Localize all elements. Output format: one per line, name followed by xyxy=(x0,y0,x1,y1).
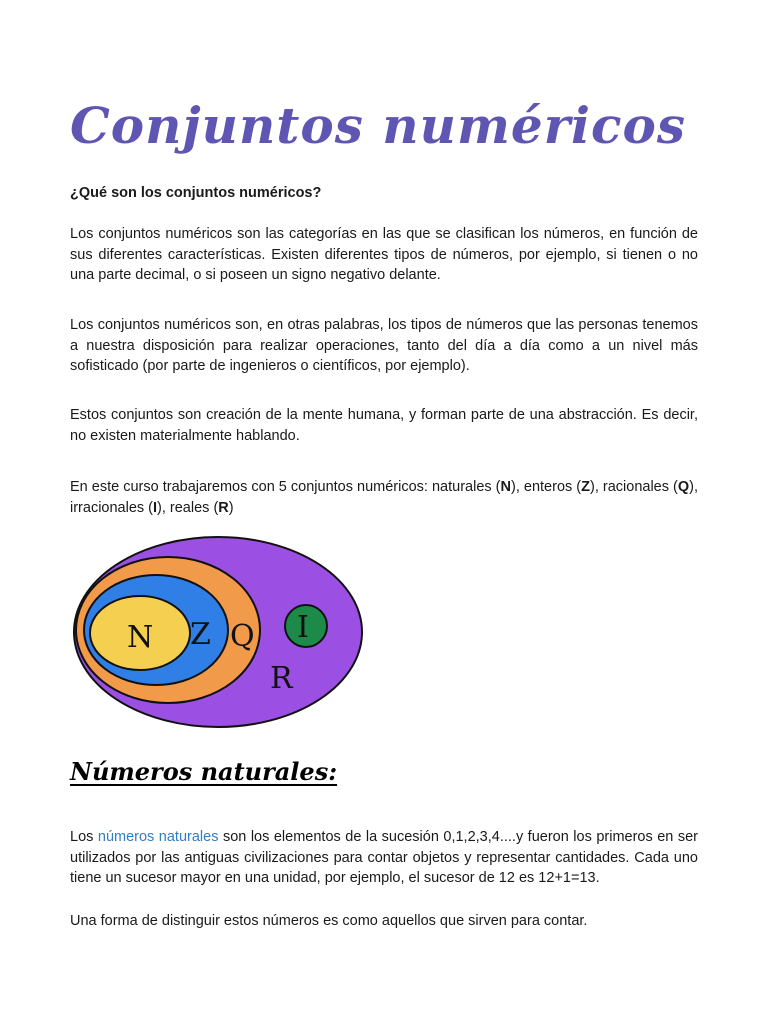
paragraph-naturales: Los números naturales son los elementos de la sucesión 0,1,2,3,4....y fueron los primeros en ser utilizados por las antiguas civilizaciones para contar objetos y representar cantidades. Cada uno tiene un sucesor mayor en una unidad, por ejemplo, el sucesor de 12 es 12+1=13. xyxy=(70,829,698,887)
set-i-label: I xyxy=(297,610,309,645)
set-r-bold: R xyxy=(218,499,229,516)
numeros-naturales-link[interactable]: números naturales xyxy=(97,829,219,845)
paragraph-course-sets: En este curso trabajaremos con 5 conjuntos numéricos: naturales (N), enteros (Z), racionales (Q), irracionales (I), reales (R) xyxy=(70,479,699,516)
set-q-bold: Q xyxy=(677,479,690,495)
set-z-label: Z xyxy=(190,617,211,652)
paragraph-abstraction: Estos conjuntos son creación de la mente humana, y forman parte de una abstracción. Es decir, no existen materialmente hablando. xyxy=(70,407,698,444)
paragraph-definition: Los conjuntos numéricos son las categorías en las que se clasifican los números, en función de sus diferentes características. Existen diferentes tipos de números, por ejemplo, si tienen o no una parte decimal, o si poseen un signo negativo delante. xyxy=(70,226,698,284)
section-heading-naturales: Números naturales: xyxy=(70,757,338,786)
section-question: ¿Qué son los conjuntos numéricos? xyxy=(70,185,322,201)
set-i-bold: I xyxy=(153,499,158,516)
paragraph-other-words: Los conjuntos numéricos son, en otras palabras, los tipos de números que las personas tenemos a nuestra disposición para realizar operaciones, tanto del día a día como a un nivel más sofisticado (por parte de ingenieros o científicos, por ejemplo). xyxy=(70,317,698,375)
set-n-label: N xyxy=(127,620,154,655)
set-n-bold: N xyxy=(500,479,511,495)
number-sets-venn-diagram xyxy=(70,530,370,745)
set-z-bold: Z xyxy=(581,479,590,495)
set-q-label: Q xyxy=(230,619,255,654)
page-title: Conjuntos numéricos xyxy=(70,96,686,155)
set-r-label: R xyxy=(270,661,293,696)
paragraph-counting: Una forma de distinguir estos números es como aquellos que sirven para contar. xyxy=(70,913,588,929)
